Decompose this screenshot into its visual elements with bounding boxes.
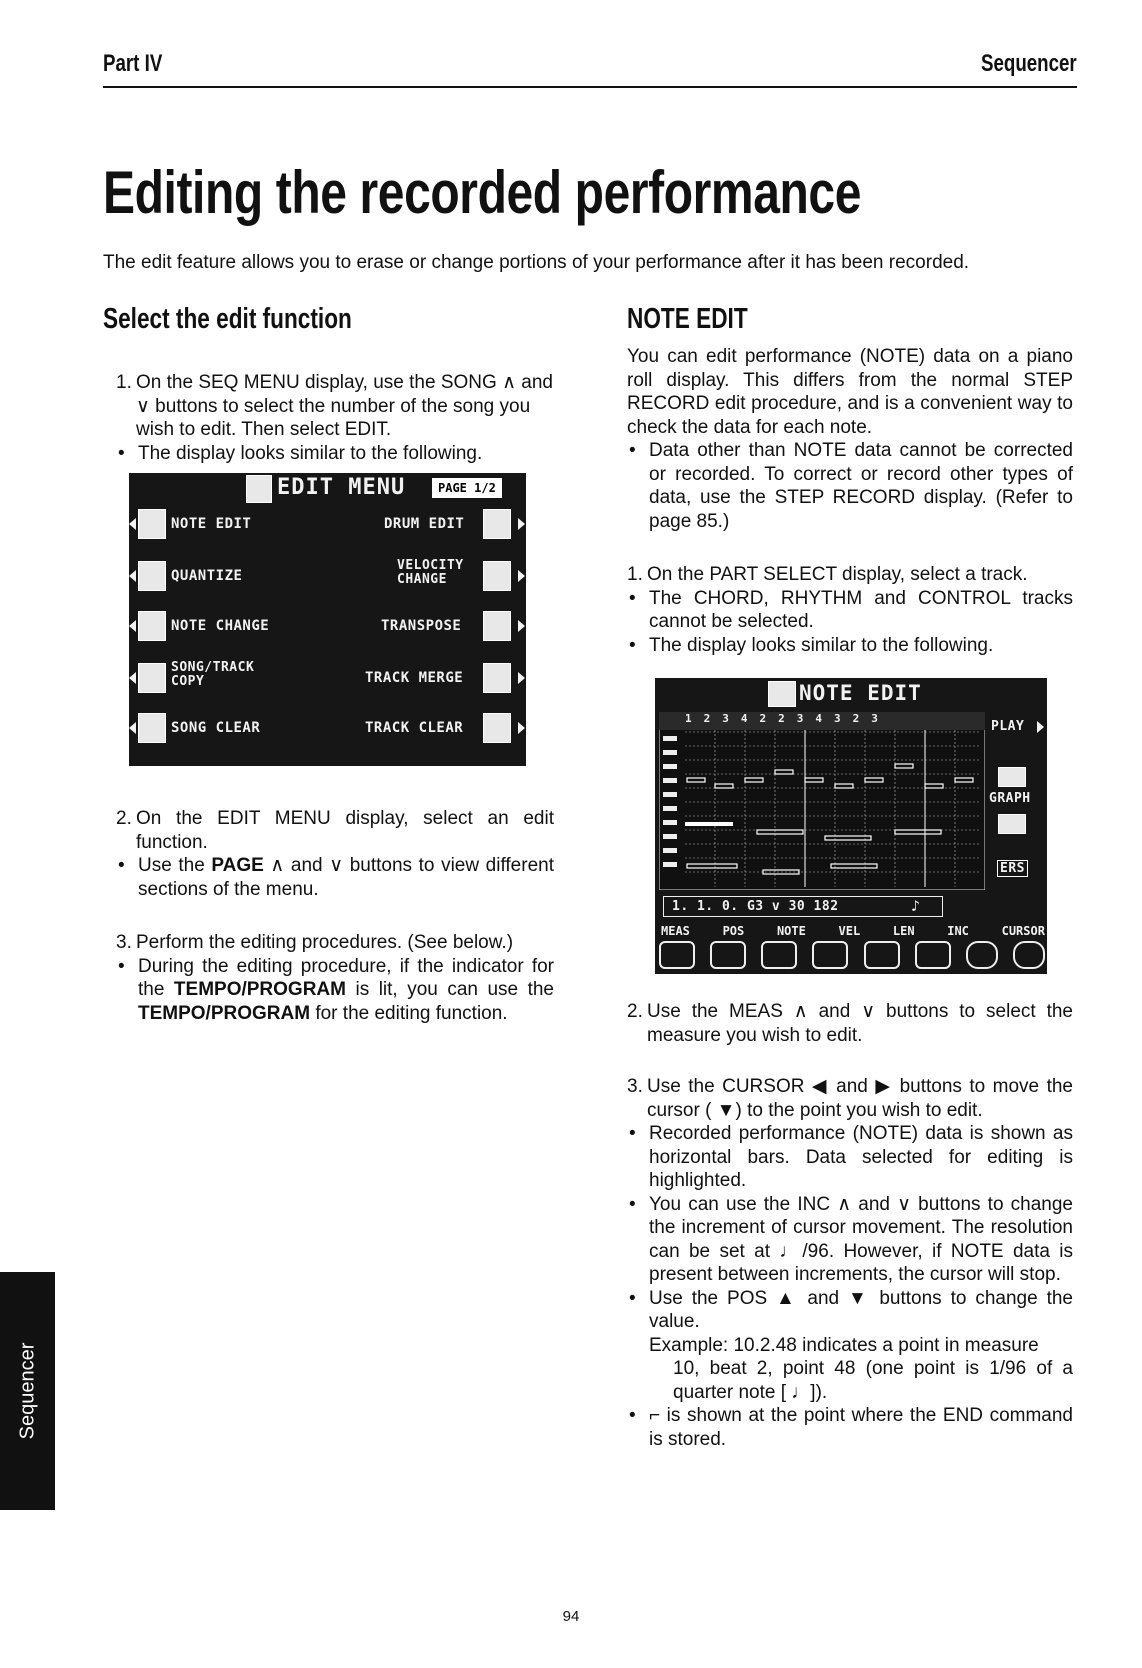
edit-menu-display (129, 473, 526, 766)
bullet-dot: • (629, 634, 636, 656)
right-steps-2 (627, 1000, 1073, 1047)
right-arrow-icon[interactable] (518, 518, 525, 530)
function-labels (661, 924, 1045, 938)
note-icon: ♪ (911, 897, 921, 915)
right-arrow-icon[interactable] (518, 722, 525, 734)
right-heading: NOTE EDIT (627, 303, 748, 335)
bullet-text: The CHORD, RHYTHM and CONTROL tracks cannot be selected. (649, 587, 1073, 632)
step-text: On the PART SELECT display, select a track. (647, 564, 1028, 585)
menu-track-merge[interactable]: TRACK MERGE (365, 670, 464, 686)
pos-up-down-button[interactable] (710, 941, 746, 969)
meas-up-down-button[interactable] (659, 941, 695, 969)
piano-roll-grid[interactable] (659, 712, 985, 890)
vel-label: VEL (838, 924, 861, 938)
left-arrow-icon[interactable] (129, 518, 136, 530)
erase-button[interactable]: ERS (997, 860, 1028, 877)
scroll-down-icon[interactable] (998, 814, 1026, 834)
note-edit-icon (138, 509, 166, 539)
edit-icon (246, 475, 272, 503)
drum-icon (483, 509, 511, 539)
track-clear-icon (483, 713, 511, 743)
right-steps-1 (627, 563, 1073, 657)
pos-label: POS (722, 924, 745, 938)
menu-song-clear[interactable]: SONG CLEAR (171, 720, 261, 736)
bullet-dot: • (629, 1287, 636, 1309)
bullet-text: ⌐ is shown at the point where the END command is stored. (649, 1405, 1073, 1450)
left-arrow-icon[interactable] (129, 570, 136, 582)
menu-track-clear[interactable]: TRACK CLEAR (365, 720, 464, 736)
menu-quantize[interactable]: QUANTIZE (171, 568, 243, 584)
step-number: 2. (627, 1001, 643, 1022)
note-up-down-button[interactable] (761, 941, 797, 969)
left-steps-2 (116, 807, 554, 901)
cursor-label: CURSOR (1001, 924, 1045, 938)
left-arrow-icon[interactable] (129, 672, 136, 684)
right-arrow-icon[interactable] (518, 672, 525, 684)
step-number: 3. (627, 1076, 643, 1097)
bullet-text: Use the PAGE ∧ and ∨ buttons to view different sections of the menu. (138, 855, 554, 900)
page-title: Editing the recorded performance (103, 159, 862, 226)
len-up-down-button[interactable] (864, 941, 900, 969)
step-text: On the SEQ MENU display, use the SONG ∧ and ∨ buttons to select the number of the song you wish to edit. Then select EDIT. (136, 372, 553, 440)
quantize-icon (138, 561, 166, 591)
right-arrow-icon[interactable] (518, 570, 525, 582)
inc-up-down-button[interactable] (915, 941, 951, 969)
left-heading: Select the edit function (103, 303, 352, 335)
section-side-tab (0, 1272, 55, 1510)
bullet-dot: • (118, 442, 125, 464)
note-change-icon (138, 611, 166, 641)
bullet-dot: • (118, 955, 125, 977)
vel-up-down-button[interactable] (812, 941, 848, 969)
bullet-dot: • (629, 1193, 636, 1215)
song-copy-icon (138, 663, 166, 693)
step-text: Perform the editing procedures. (See below.) (136, 932, 514, 953)
meas-label: MEAS (661, 924, 690, 938)
menu-drum-edit[interactable]: DRUM EDIT (384, 516, 465, 532)
bullet-dot: • (629, 440, 636, 461)
example-line: Example: 10.2.48 indicates a point in measure (649, 1334, 1039, 1356)
transpose-icon (483, 611, 511, 641)
len-label: LEN (892, 924, 915, 938)
menu-note-edit[interactable]: NOTE EDIT (171, 516, 252, 532)
bullet-dot: • (629, 1405, 636, 1426)
bullet-text: Data other than NOTE data cannot be corrected or recorded. To correct or record other types of data, use the STEP RECORD display. (Refer to page 85.) (649, 440, 1073, 532)
bullet-text: The display looks similar to the following. (649, 634, 994, 656)
status-readout: 1. 1. 0. G3 v 30 182 (663, 896, 943, 917)
header-section: Sequencer (981, 50, 1077, 77)
piano-roll-icon (768, 681, 796, 707)
bullet-text: During the editing procedure, if the indicator for the TEMPO/PROGRAM is lit, you can use the TEMPO/PROGRAM for the editing function. (138, 955, 554, 1024)
bullet-text: You can use the INC ∧ and ∨ buttons to change the increment of cursor movement. The resolution can be set at ♩/96. However, if NOTE data is present between increments, the cursor will stop. (649, 1193, 1073, 1285)
page-number: 94 (562, 1608, 580, 1625)
right-steps-3 (627, 1075, 1073, 1451)
measure-ruler: 12342234323 (685, 712, 890, 725)
song-clear-icon (138, 713, 166, 743)
note-edit-intro: You can edit performance (NOTE) data on a piano roll display. This differs from the normal STEP RECORD edit procedure, and is a convenient way to check the data for each note. (627, 346, 1073, 438)
scroll-up-icon[interactable] (998, 767, 1026, 787)
cursor-right-button[interactable] (1013, 941, 1045, 969)
bullet-dot: • (118, 855, 125, 876)
play-button[interactable]: PLAY (991, 719, 1025, 734)
step-number: 2. (116, 808, 132, 829)
menu-song-track-copy[interactable]: SONG/TRACK COPY (171, 660, 255, 689)
bullet-text: The display looks similar to the following. (138, 442, 483, 464)
play-arrow-icon (1037, 721, 1044, 733)
menu-note-change[interactable]: NOTE CHANGE (171, 618, 270, 634)
left-arrow-icon[interactable] (129, 620, 136, 632)
velocity-icon (483, 561, 511, 591)
menu-velocity-change[interactable]: VELOCITY CHANGE (397, 558, 464, 587)
side-tab-label: Sequencer (16, 1342, 38, 1440)
left-steps-1 (116, 371, 556, 465)
step-text: Use the CURSOR ◀ and ▶ buttons to move the cursor ( ▼) to the point you wish to edit. (647, 1076, 1073, 1121)
intro-text: The edit feature allows you to erase or change portions of your performance after it has been recorded. (103, 252, 970, 273)
cursor-left-button[interactable] (966, 941, 998, 969)
example-detail: 10, beat 2, point 48 (one point is 1/96 of a quarter note [ ♩]). (673, 1358, 1073, 1403)
note-edit-title: NOTE EDIT (799, 681, 922, 705)
header-rule (103, 86, 1077, 88)
step-number: 1. (627, 564, 643, 585)
left-steps-3 (116, 931, 554, 1025)
menu-transpose[interactable]: TRANSPOSE (381, 618, 462, 634)
function-buttons (659, 941, 1045, 969)
graph-label: GRAPH (989, 791, 1031, 806)
bullet-dot: • (629, 587, 636, 609)
edit-menu-title: EDIT MENU (277, 475, 406, 500)
merge-icon (483, 663, 511, 693)
bullet-text: Recorded performance (NOTE) data is shown as horizontal bars. Data selected for editing is highlighted. (649, 1123, 1073, 1191)
step-number: 3. (116, 932, 132, 953)
step-text: On the EDIT MENU display, select an edit function. (136, 808, 554, 853)
step-number: 1. (116, 372, 132, 393)
step-text: Use the MEAS ∧ and ∨ buttons to select the measure you wish to edit. (647, 1001, 1073, 1046)
inc-label: INC (947, 924, 969, 938)
bullet-dot: • (629, 1123, 636, 1144)
right-arrow-icon[interactable] (518, 620, 525, 632)
note-label: NOTE (776, 924, 806, 938)
left-arrow-icon[interactable] (129, 722, 136, 734)
right-intro-block (627, 345, 1073, 533)
page-indicator: PAGE 1/2 (432, 478, 502, 498)
note-edit-display (655, 678, 1047, 974)
bullet-text: Use the POS ▲ and ▼ buttons to change the value. (649, 1287, 1073, 1332)
header-part: Part IV (103, 50, 163, 77)
